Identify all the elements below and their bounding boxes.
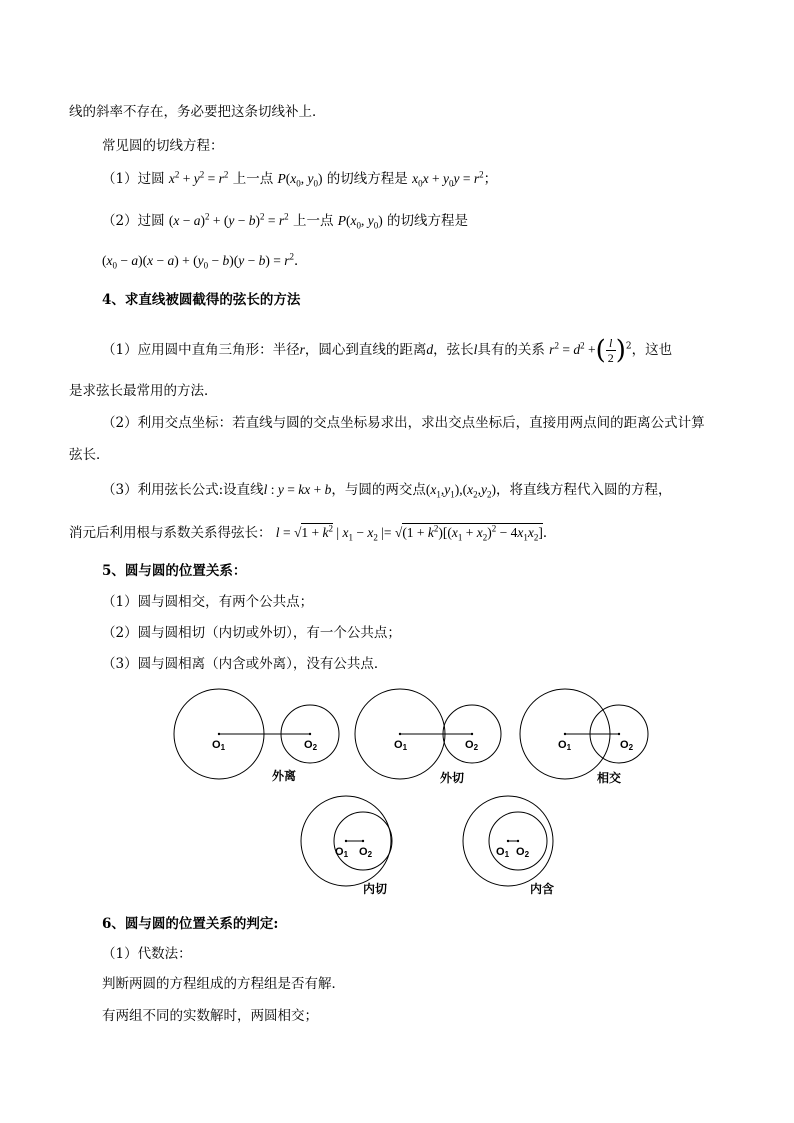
caption-external-tangent: 外切 (440, 771, 465, 785)
text-line: （3）圆与圆相离（内含或外离），没有公共点． (102, 656, 388, 672)
label-o2: O2 (465, 739, 479, 752)
label-o1: O1 (496, 846, 510, 859)
caption-contain: 内含 (530, 882, 555, 896)
label-o1: O1 (558, 739, 572, 752)
label-o2: O2 (359, 846, 373, 859)
formula-line: $(x_0 - a)(x - a) + (y_0 - b)(y - b) = r^2$． (102, 251, 308, 271)
formula-line: （1）应用圆中直角三角形：半径r，圆心到直线的距离d，弦长l具有的关系 $r^2 = d^2$ +( $\frac{l}{2}$ )$^2$，这也 (102, 335, 673, 366)
text-line: 常见圆的切线方程： (102, 138, 224, 154)
formula-line: （2）过圆 $(x - a)^2 + (y - b)^2 = r^2$ 上一点 $P(x_0$, $y_0$) 的切线方程是 (102, 211, 469, 231)
text-line: （1）代数法： (102, 946, 192, 962)
text-line: 有两组不同的实数解时，两圆相交； (102, 1008, 318, 1024)
text-line: （2）圆与圆相切（内切或外切），有一个公共点； (102, 625, 401, 641)
caption-separate: 外离 (272, 769, 297, 783)
label-o1: O1 (212, 739, 226, 752)
section-heading: 6、圆与圆的位置关系的判定: (102, 916, 279, 932)
text-line: 判断两圆的方程组成的方程组是否有解． (102, 976, 345, 992)
section-heading: 5、圆与圆的位置关系： (102, 563, 247, 579)
formula-line: 消元后利用根与系数关系得弦长： $l = √1 + k^2$ | $x_1 - x_2$ |= $√(1 + k^2)[(x_1 + x_2)^2 - 4x_1x_2]$． (69, 523, 557, 543)
text-line: （2）利用交点坐标：若直线与圆的交点坐标易求出，求出交点坐标后，直接用两点间的距离公式计算 (102, 415, 705, 431)
section-heading: 4、求直线被圆截得的弦长的方法 (102, 292, 301, 308)
caption-intersect: 相交 (597, 771, 622, 785)
formula-line: （1）过圆 $x^2 + y^2 = r^2$ 上一点 $P(x_0$, $y_0$) 的切线方程是 $x_0x + y_0y = r^2$； (102, 169, 498, 189)
formula-line: （3）利用弦长公式:设直线l : y = kx + b，与圆的两交点$(x_1,y_1),(x_2,y_2)$，将直线方程代入圆的方程， (102, 482, 672, 500)
text-line: 弦长． (69, 447, 110, 463)
text-line: 是求弦长最常用的方法． (69, 383, 218, 399)
label-o2: O2 (304, 739, 318, 752)
label-o1: O1 (335, 846, 349, 859)
text-line: 线的斜率不存在，务必要把这条切线补上． (69, 104, 326, 120)
label-o1: O1 (394, 739, 408, 752)
caption-internal-tangent: 内切 (363, 882, 388, 896)
label-o2: O2 (620, 739, 634, 752)
label-o2: O2 (516, 846, 530, 859)
text-line: （1）圆与圆相交，有两个公共点； (102, 594, 314, 610)
